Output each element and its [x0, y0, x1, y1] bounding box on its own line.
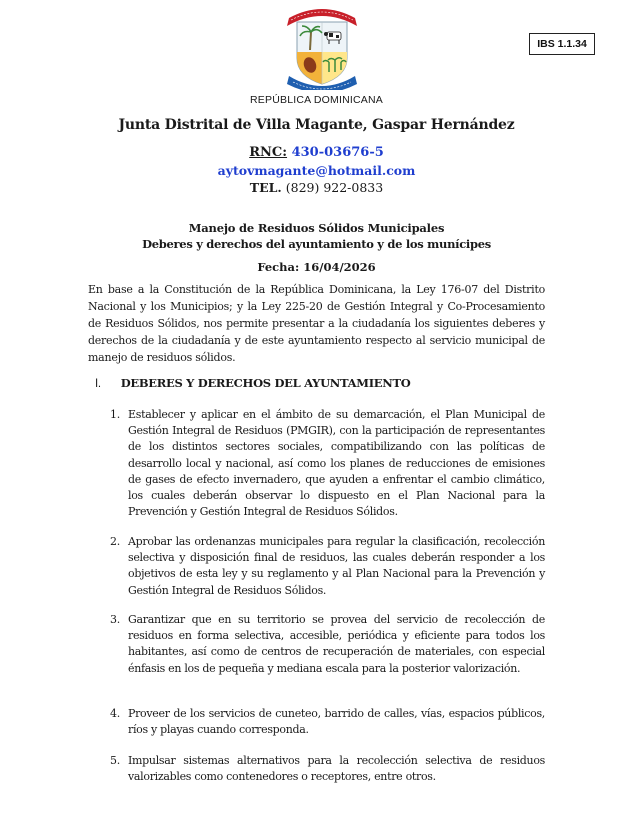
list-item-number: 2. — [110, 535, 120, 548]
list-item-number: 5. — [110, 754, 120, 767]
list-item-number: 1. — [110, 408, 120, 421]
list-item — [110, 612, 545, 677]
list-item-text: Garantizar que en su territorio se provea del servicio de recolección de residuos en forma selectiva, accesible, periódica y eficiente para todos los habitantes, así como de centros de recuperación de materiales, con especial énfasis en los de pequeña y mediana escala para la posterior valorización. — [128, 613, 545, 675]
document-code-box: IBS 1.1.34 — [529, 33, 595, 55]
list-item — [110, 534, 545, 599]
list-item-text: Impulsar sistemas alternativos para la recolección selectiva de residuos valorizables como contenedores o receptores, entre otros. — [128, 754, 545, 784]
document-date: Fecha: 16/04/2026 — [257, 260, 376, 274]
coat-of-arms-logo — [285, 6, 359, 90]
document-subtitle: Deberes y derechos del ayuntamiento y de los munícipes — [142, 237, 491, 251]
document-title: Manejo de Residuos Sólidos Municipales — [188, 221, 445, 235]
rnc-label: RNC: — [249, 145, 288, 160]
list-item — [110, 407, 545, 520]
list-item — [110, 753, 545, 785]
list-item-number: 3. — [110, 613, 120, 626]
list-item-text: Proveer de los servicios de cuneteo, barrido de calles, vías, espacios públicos, ríos y playas cuando corresponda. — [128, 707, 545, 737]
section-heading — [95, 376, 410, 390]
section-title: DEBERES Y DERECHOS DEL AYUNTAMIENTO — [120, 376, 411, 390]
list-item — [110, 706, 545, 738]
rnc-value: 430-03676-5 — [291, 145, 384, 160]
tel-label: TEL. — [249, 180, 282, 195]
tel-value: (829) 922-0833 — [285, 180, 384, 195]
phone-line — [0, 180, 633, 195]
entity-name: Junta Distrital de Villa Magante, Gaspar Hernández — [118, 117, 515, 133]
municipal-coat-of-arms-icon — [285, 6, 359, 90]
email-link[interactable]: aytovmagante@hotmail.com — [217, 163, 416, 178]
list-item-number: 4. — [110, 707, 120, 720]
list-item-text: Establecer y aplicar en el ámbito de su demarcación, el Plan Municipal de Gestión Integral de Residuos (PMGIR), con la participación de representantes de los distintos sectores sociales, compatibilizando con las políticas de desarrollo local y nacional, así como los planes de reducciones de emisiones de gases de efecto invernadero, que ayuden a enfrentar el cambio climático, los cuales deberán observar lo dispuesto en el Plan Nacional para la Prevención y Gestión Integral de Residuos Sólidos. — [128, 408, 545, 519]
section-number: I. — [95, 378, 101, 390]
intro-paragraph: En base a la Constitución de la República Dominicana, la Ley 176-07 del Distrito Nacional y los Municipios; y la Ley 225-20 de Gestión Integral y Co-Procesamiento de Residuos Sólidos, nos permite presentar a la ciudadanía los siguientes deberes y derechos de la ciudadanía y de este ayuntamiento respecto al servicio municipal de manejo de residuos sólidos. — [88, 283, 545, 364]
rnc-line — [0, 145, 633, 160]
list-item-text: Aprobar las ordenanzas municipales para regular la clasificación, recolección selectiva y disposición final de residuos, las cuales deberán responder a los objetivos de esta ley y su reglamento y al Plan Nacional para la Prevención y Gestión Integral de Residuos Sólidos. — [128, 535, 545, 597]
country-name: REPÚBLICA DOMINICANA — [250, 94, 383, 106]
